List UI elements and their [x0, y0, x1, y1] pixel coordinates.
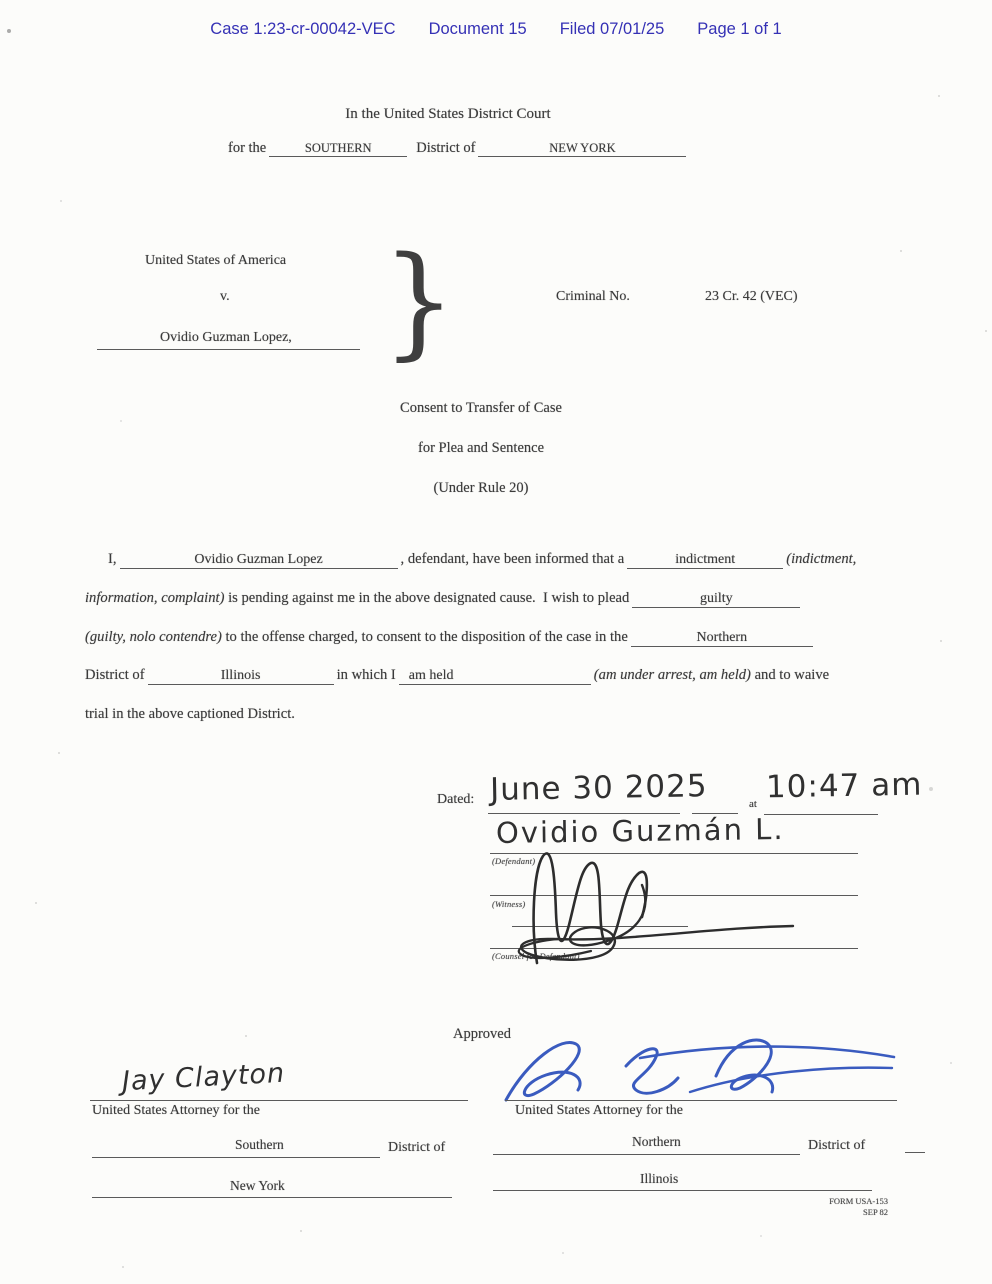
right-district-line — [493, 1154, 800, 1155]
defendant-signature-handwriting: Ovidio Guzmán L. — [495, 811, 785, 851]
witness-line-label: (Witness) — [492, 899, 526, 909]
body-l5-text: trial in the above captioned District. — [85, 706, 295, 722]
counsel-line-label: (Counsel for Defendant) — [492, 951, 580, 961]
dated-label: Dated: — [437, 792, 475, 807]
at-label: at — [749, 798, 757, 810]
defendant-name-fill: Ovidio Guzman Lopez — [120, 552, 398, 569]
doc-title-line1: Consent to Transfer of Case — [400, 400, 562, 416]
form-footer — [780, 1196, 888, 1217]
approved-label: Approved — [453, 1026, 511, 1042]
right-attorney-signature-line — [505, 1100, 897, 1101]
date-handwriting: June 30 2025 — [489, 768, 708, 808]
right-state-line — [493, 1190, 872, 1191]
body-l2-text: is pending against me in the above designated cause. I wish to plead — [224, 590, 630, 606]
doc-title-line2: for Plea and Sentence — [417, 440, 545, 456]
right-attorney-signature-blue — [498, 1030, 900, 1106]
charge-type-fill: indictment — [627, 552, 783, 569]
body-line-2 — [85, 590, 803, 608]
district-line — [228, 140, 689, 157]
transfer-district-fill: Northern — [631, 630, 813, 647]
body-l1-pre: I, — [108, 551, 117, 567]
witness-counsel-signature-scrawl — [495, 843, 815, 971]
left-state-fill: New York — [230, 1178, 285, 1193]
body-line-3 — [85, 629, 816, 647]
left-attorney-label: United States Attorney for the — [92, 1103, 260, 1118]
caption-plaintiff: United States of America — [145, 253, 287, 268]
state-fill: NEW YORK — [478, 141, 686, 157]
body-l3-text: to the offense charged, to consent to the disposition of the case in the — [221, 629, 628, 645]
transfer-state-fill: Illinois — [148, 668, 334, 685]
stamp-document-number: Document 15 — [428, 20, 527, 38]
right-district-of-label: District of — [808, 1138, 866, 1153]
body-l4-mid: in which I — [336, 667, 396, 683]
defendant-line-label: (Defendant) — [492, 856, 536, 866]
body-line-4 — [85, 667, 829, 685]
stamp-page-count: Page 1 of 1 — [697, 20, 782, 38]
body-l3-italic: (guilty, nolo contendre) — [85, 629, 222, 645]
doc-title-line3: (Under Rule 20) — [433, 480, 529, 496]
time-handwriting: 10:47 am — [765, 766, 923, 806]
court-title: In the United States District Court — [345, 106, 551, 122]
body-l4-pre: District of — [85, 667, 145, 683]
custody-status-fill: am held — [399, 668, 591, 685]
left-district-line — [92, 1157, 380, 1158]
body-l4-post: and to waive — [750, 667, 830, 683]
caption-versus: v. — [220, 289, 230, 304]
form-revision: SEP 82 — [863, 1206, 888, 1217]
for-the-label: for the — [228, 140, 267, 156]
left-district-of-label: District of — [388, 1140, 446, 1155]
criminal-no-label: Criminal No. — [556, 289, 630, 304]
right-attorney-label: United States Attorney for the — [515, 1103, 683, 1118]
scan-noise-speckles — [0, 0, 2, 2]
right-state-fill: Illinois — [640, 1171, 679, 1186]
district-fill: SOUTHERN — [269, 141, 407, 157]
ecf-stamp-header — [0, 20, 992, 39]
plea-fill: guilty — [632, 591, 800, 608]
body-l2-italic: information, complaint) — [85, 590, 225, 606]
body-line-1 — [108, 551, 856, 569]
right-district-fill: Northern — [632, 1134, 681, 1149]
stamp-filed-date: Filed 07/01/25 — [559, 20, 665, 38]
stamp-case-number: Case 1:23-cr-00042-VEC — [210, 20, 396, 38]
left-district-fill: Southern — [235, 1137, 284, 1152]
body-l4-italic: (am under arrest, am held) — [593, 667, 751, 683]
left-state-line — [92, 1197, 452, 1198]
caption-defendant-underline — [97, 349, 360, 350]
criminal-no-value: 23 Cr. 42 (VEC) — [705, 289, 798, 304]
right-district-stub-line — [905, 1152, 925, 1153]
body-l1-mid: , defendant, have been informed that a — [400, 551, 625, 567]
caption-defendant: Ovidio Guzman Lopez, — [160, 330, 292, 345]
caption-brace: } — [382, 230, 456, 373]
form-number: FORM USA-153 — [829, 1196, 888, 1206]
left-attorney-signature-line — [90, 1100, 468, 1101]
body-line-5 — [85, 706, 295, 723]
left-attorney-signature-handwriting: Jay Clayton — [121, 1057, 286, 1098]
district-of-label: District of — [416, 140, 476, 156]
body-l1-italic: (indictment, — [786, 551, 857, 567]
